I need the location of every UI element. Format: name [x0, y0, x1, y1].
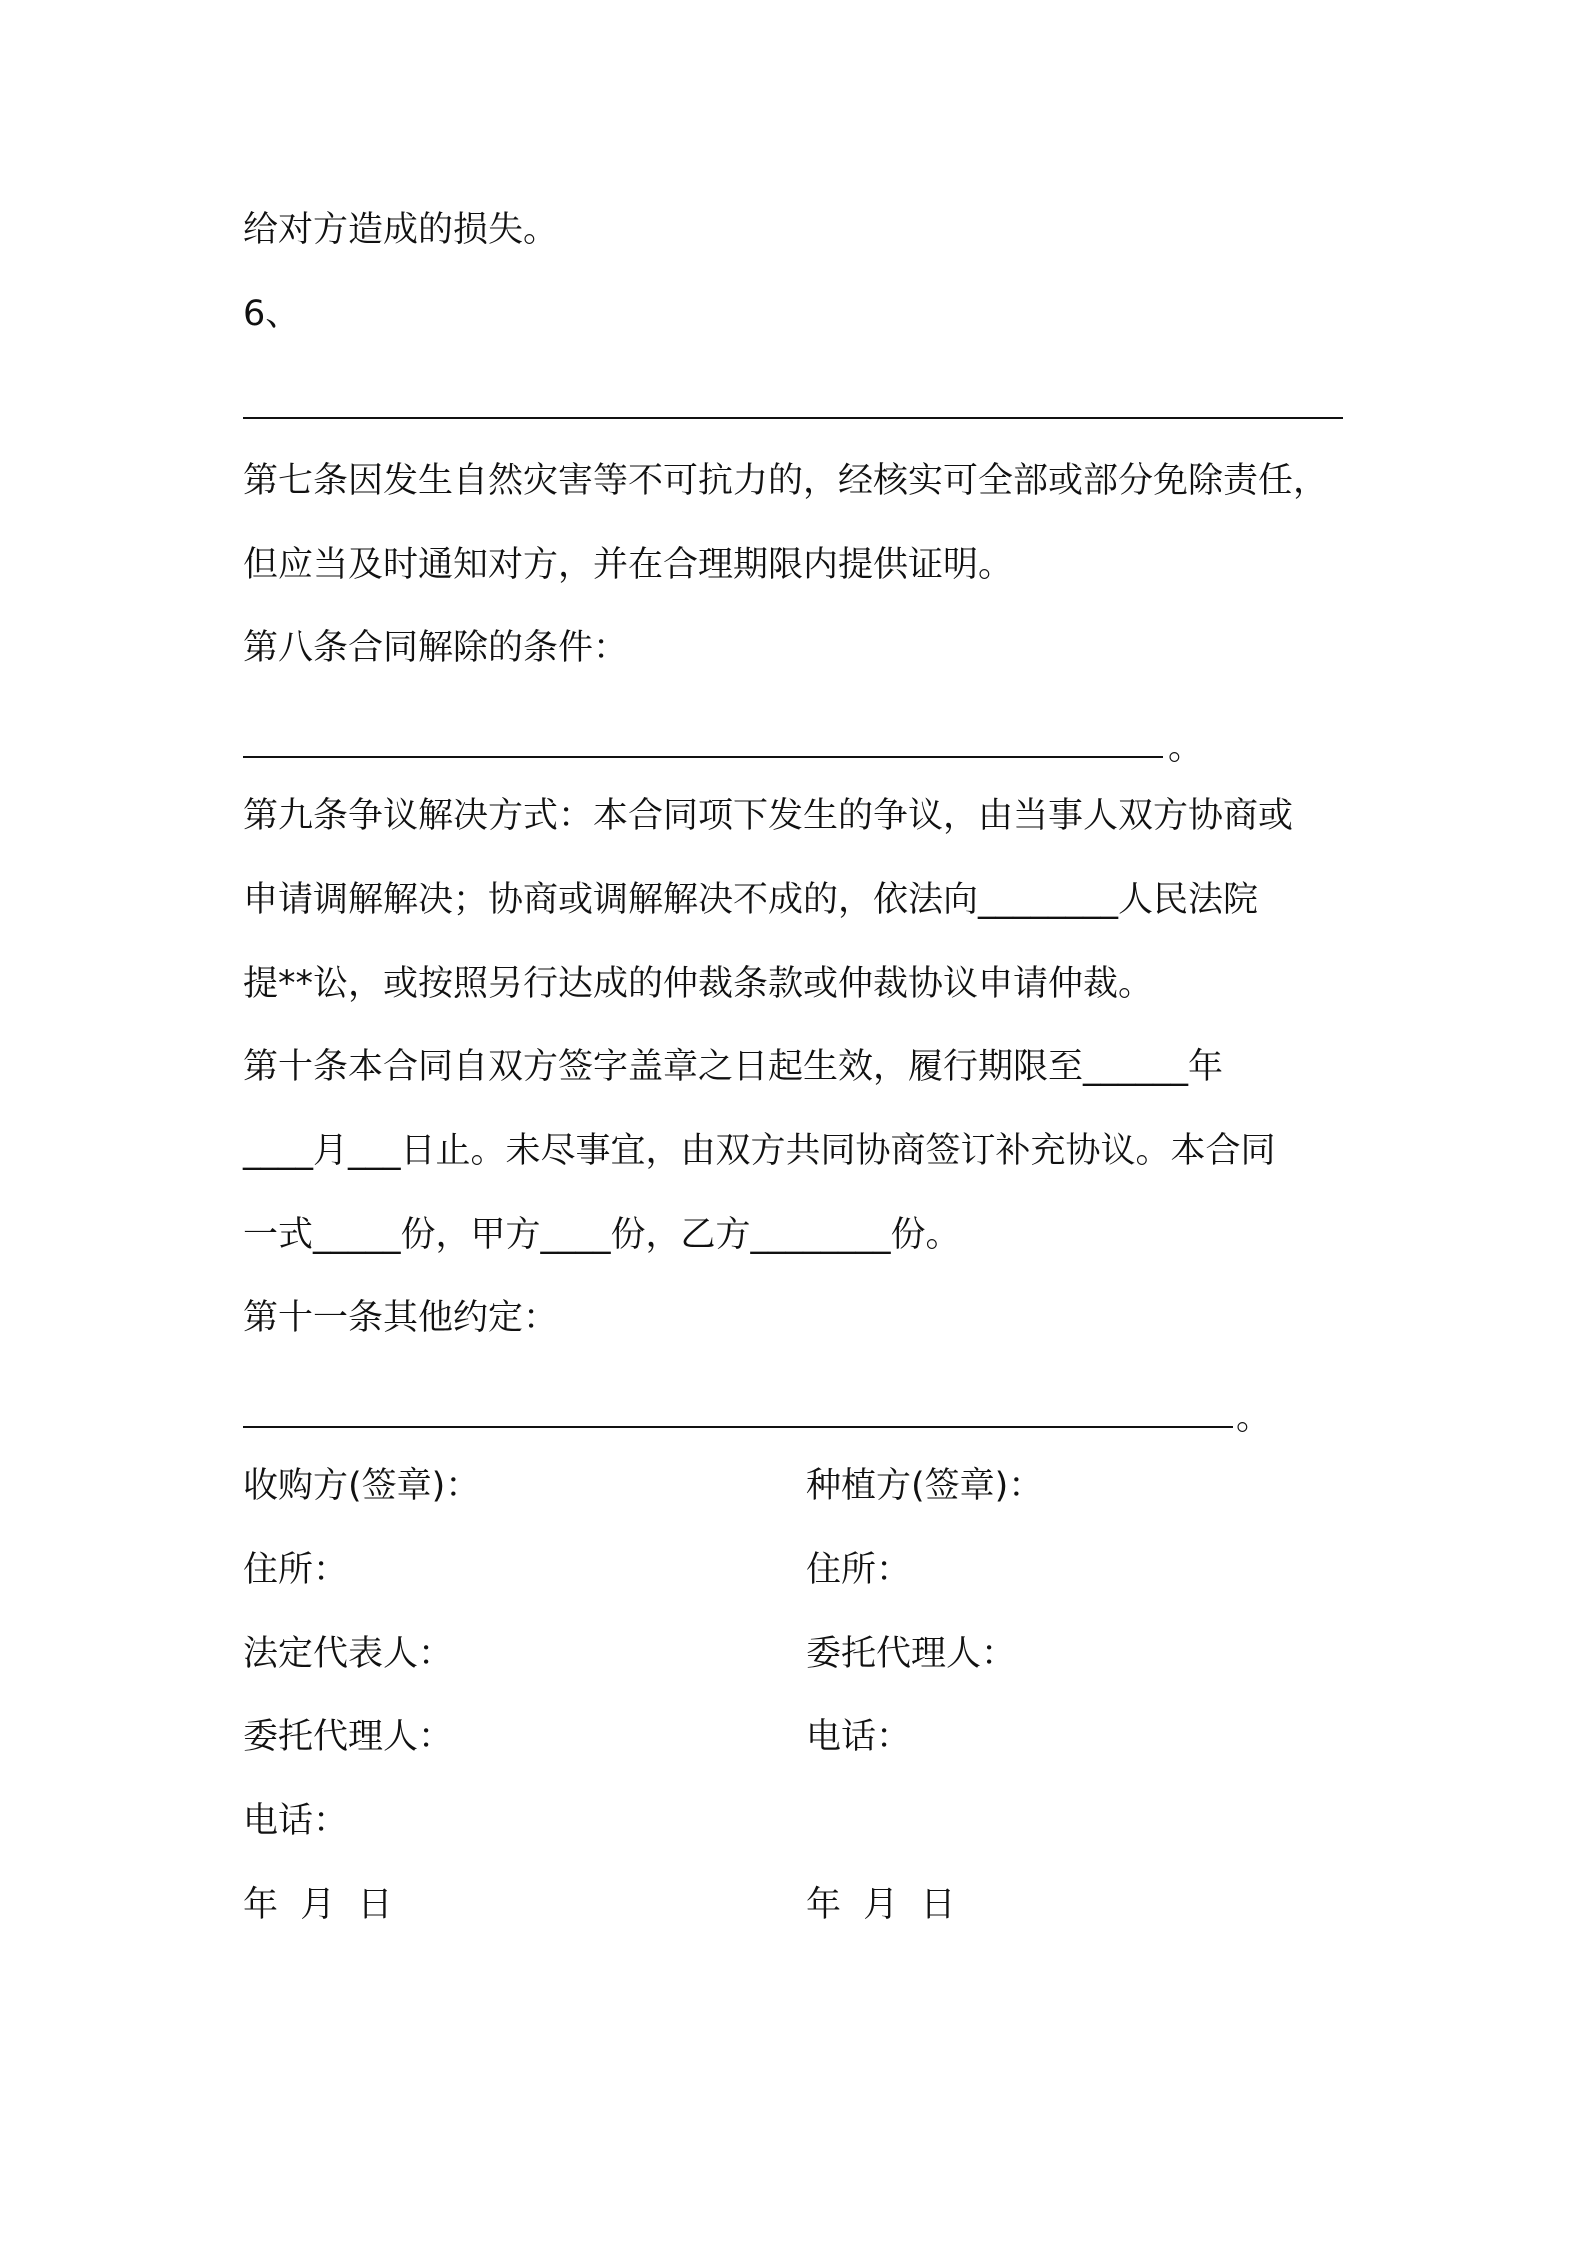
article-8-heading: 第八条合同解除的条件： [243, 628, 629, 668]
buyer-signature-label: 收购方(签章)： [243, 1466, 481, 1506]
article-10-line-1: 第十条本合同自双方签字盖章之日起生效，履行期限至______年 [243, 1047, 1224, 1087]
article-9-line-3: 提**讼，或按照另行达成的仲裁条款或仲裁协议申请仲裁。 [243, 964, 1154, 1004]
buyer-legal-rep-label: 法定代表人： [243, 1634, 454, 1674]
blank-line-article-11 [243, 1426, 1233, 1428]
article-10-line-3: 一式_____份，甲方____份，乙方________份。 [243, 1215, 961, 1255]
grower-agent-label: 委托代理人： [806, 1634, 1017, 1674]
grower-address-label: 住所： [806, 1550, 912, 1590]
grower-signature-label: 种植方(签章)： [806, 1466, 1044, 1506]
blank-line-item-6 [243, 417, 1343, 419]
article-10-line-2: ____月___日止。未尽事宜，由双方共同协商签订补充协议。本合同 [243, 1131, 1276, 1171]
article-7-line-2: 但应当及时通知对方，并在合理期限内提供证明。 [243, 545, 1014, 585]
buyer-agent-label: 委托代理人： [243, 1717, 454, 1757]
article-9-line-1: 第九条争议解决方式：本合同项下发生的争议，由当事人双方协商或 [243, 796, 1294, 836]
paragraph-loss-end: 给对方造成的损失。 [243, 210, 559, 250]
buyer-address-label: 住所： [243, 1550, 349, 1590]
article-9-line-2: 申请调解解决；协商或调解解决不成的，依法向________人民法院 [243, 880, 1259, 920]
article-11-period: 。 [1236, 1398, 1272, 1438]
article-11-heading: 第十一条其他约定： [243, 1298, 559, 1338]
item-6-label: 6、 [243, 294, 301, 334]
grower-phone-label: 电话： [806, 1717, 912, 1757]
blank-line-article-8 [243, 756, 1163, 758]
grower-date-label: 年 月 日 [806, 1885, 956, 1925]
article-8-period: 。 [1168, 728, 1204, 768]
buyer-phone-label: 电话： [243, 1801, 349, 1841]
buyer-date-label: 年 月 日 [243, 1885, 393, 1925]
article-7-line-1: 第七条因发生自然灾害等不可抗力的，经核实可全部或部分免除责任， [243, 461, 1329, 501]
